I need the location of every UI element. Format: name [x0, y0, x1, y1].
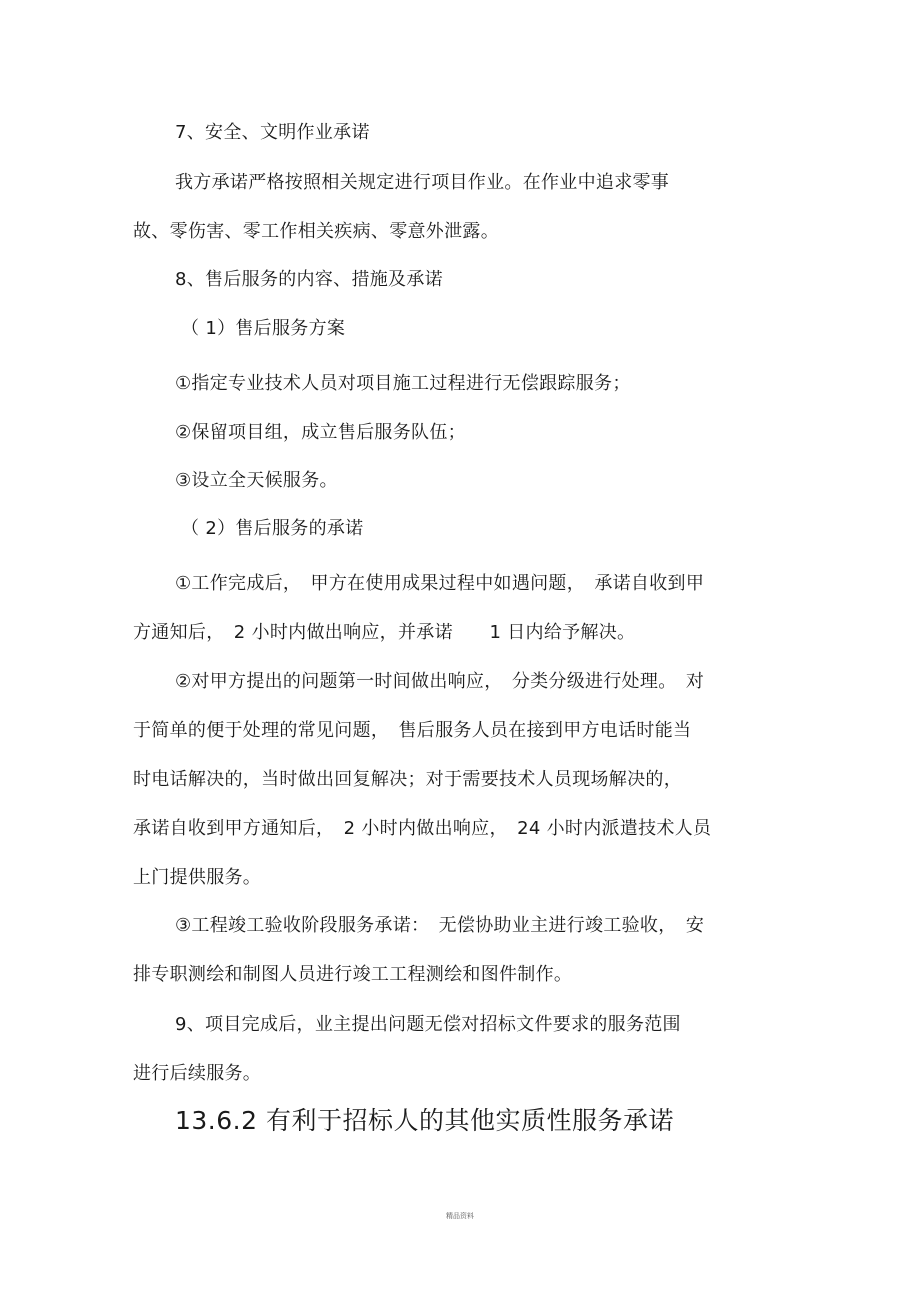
list-item: ①指定专业技术人员对项目施工过程进行无偿跟踪服务； [175, 373, 631, 394]
paragraph-line: 于简单的便于处理的常见问题， 售后服务人员在接到甲方电话时能当 [133, 720, 692, 741]
paragraph-line: 进行后续服务。 [133, 1063, 262, 1084]
subsection-2-title: （ 2）售后服务的承诺 [181, 518, 364, 539]
list-item: ③设立全天候服务。 [175, 470, 338, 491]
section-heading: 13.6.2 有利于招标人的其他实质性服务承诺 [175, 1106, 674, 1135]
paragraph-line: 承诺自收到甲方通知后， 2 小时内做出响应， 24 小时内派遣技术人员 [133, 818, 712, 839]
page-footer: 精品资料 [446, 1212, 474, 1220]
paragraph-line: ③工程竣工验收阶段服务承诺： 无偿协助业主进行竣工验收， 安 [175, 915, 705, 936]
section-7-title: 7、安全、文明作业承诺 [175, 122, 370, 143]
paragraph-line: ①工作完成后， 甲方在使用成果过程中如遇问题， 承诺自收到甲 [175, 573, 705, 594]
section-9-title: 9、项目完成后，业主提出问题无偿对招标文件要求的服务范围 [175, 1014, 681, 1035]
paragraph-line: 上门提供服务。 [133, 867, 262, 888]
paragraph-line: 我方承诺严格按照相关规定进行项目作业。在作业中追求零事 [175, 172, 670, 193]
subsection-1-title: （ 1）售后服务方案 [181, 318, 346, 339]
paragraph-line: 时电话解决的，当时做出回复解决；对于需要技术人员现场解决的， [133, 769, 682, 790]
section-8-title: 8、售后服务的内容、措施及承诺 [175, 269, 443, 290]
paragraph-line: 方通知后， 2 小时内做出响应，并承诺 1 日内给予解决。 [133, 622, 636, 643]
paragraph-line: 排专职测绘和制图人员进行竣工工程测绘和图件制作。 [133, 964, 573, 985]
paragraph-line: 故、零伤害、零工作相关疾病、零意外泄露。 [133, 221, 499, 242]
list-item: ②保留项目组，成立售后服务队伍； [175, 422, 466, 443]
paragraph-line: ②对甲方提出的问题第一时间做出响应， 分类分级进行处理。 对 [175, 671, 705, 692]
